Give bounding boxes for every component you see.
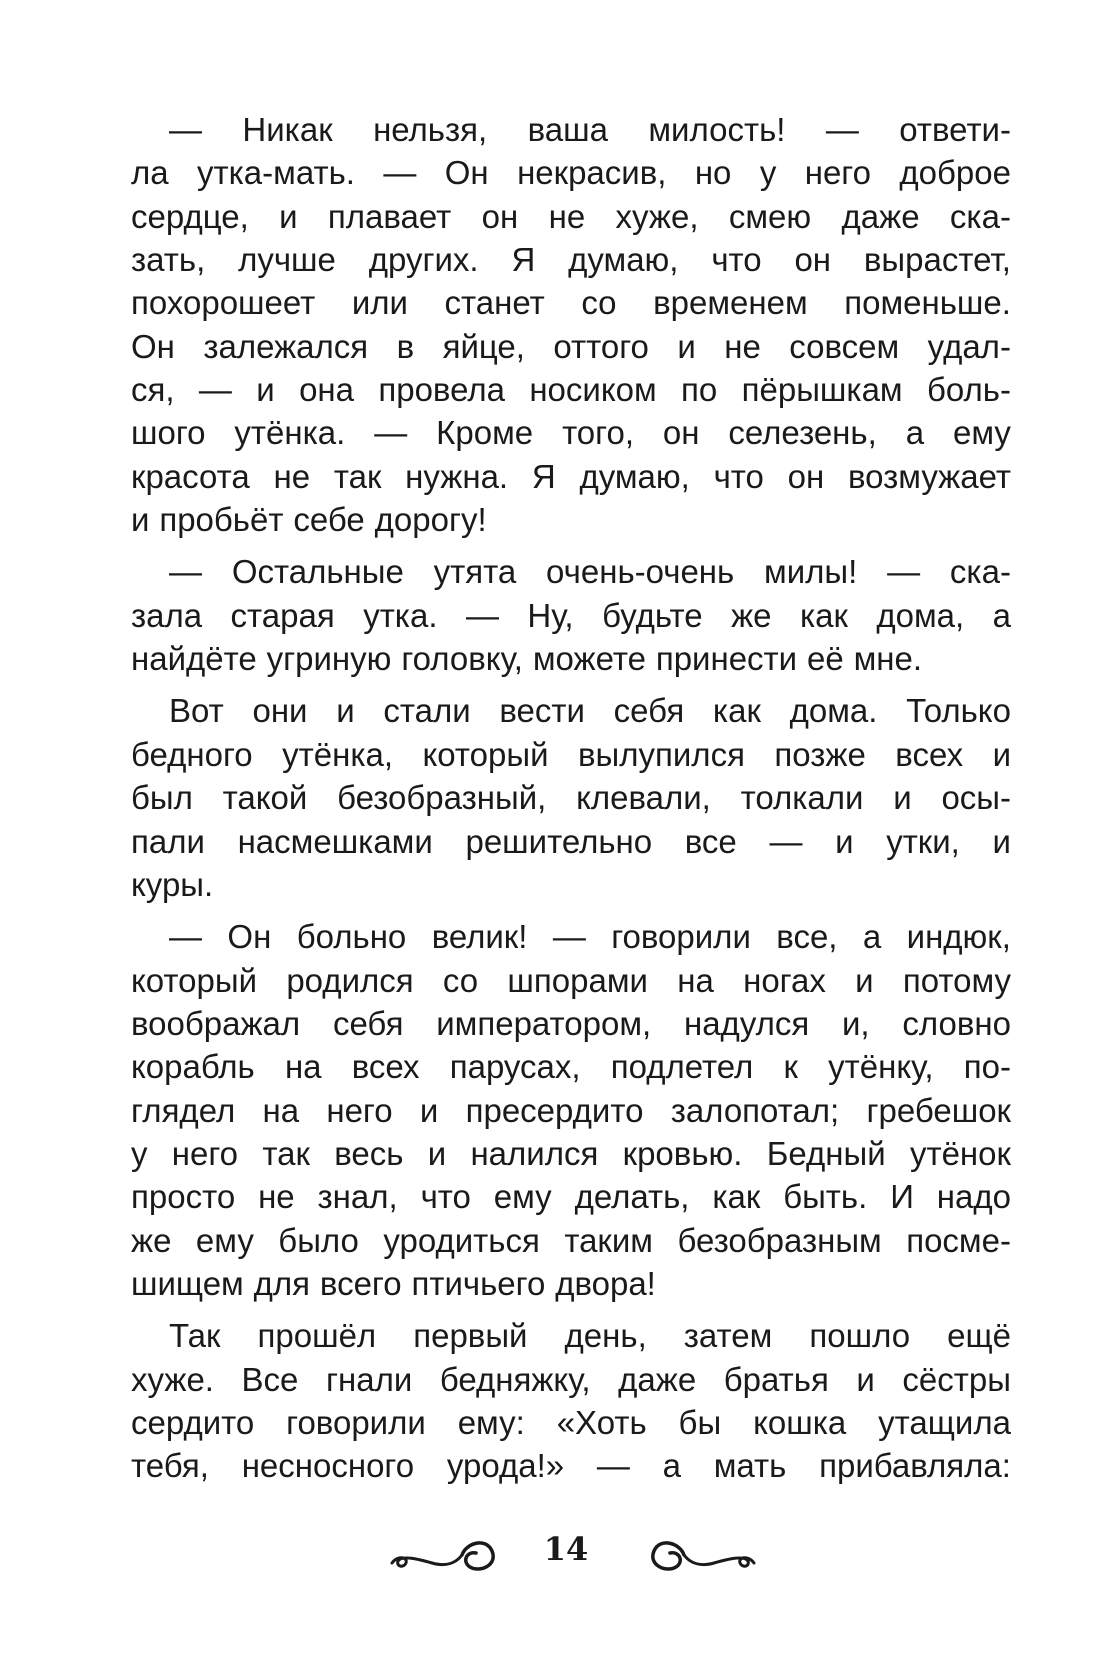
text-line: куры. (131, 865, 214, 903)
text-line: найдёте угриную головку, можете принести её мне. (131, 640, 923, 678)
text-line: и пробьёт себе дорогу! (131, 501, 487, 539)
text-line: хуже. Все гнали бедняжку, даже братья и сёстры (131, 1360, 1011, 1398)
text-line: бедного утёнка, который вылупился позже всех и (131, 735, 1011, 773)
text-line: — Остальные утята очень-очень милы! — ска- (169, 553, 1011, 591)
text-line: — Никак нельзя, ваша милость! — ответи- (169, 111, 1011, 148)
text-line: шищем для всего птичьего двора! (131, 1264, 656, 1302)
text-line: красота не так нужна. Я думаю, что он возмужает (131, 457, 1011, 495)
text-line: просто не знал, что ему делать, как быть. И надо (131, 1178, 1011, 1216)
text-line: сердито говорили ему: «Хоть бы кошка утащила (131, 1403, 1011, 1441)
text-line: ла утка-мать. — Он некрасив, но у него доброе (131, 154, 1011, 192)
text-line: у него так весь и налился кровью. Бедный утёнок (131, 1134, 1011, 1172)
text-line: шого утёнка. — Кроме того, он селезень, а ему (131, 414, 1011, 452)
text-line: ся, — и она провела носиком по пёрышкам боль- (131, 371, 1011, 409)
page-text (131, 108, 1011, 1488)
text-line: зать, лучше других. Я думаю, что он вырастет, (131, 241, 1011, 279)
text-line: корабль на всех парусах, подлетел к утёнку, по- (131, 1048, 1011, 1086)
text-line: был такой безобразный, клевали, толкали и осы- (131, 779, 1011, 817)
text-line: глядел на него и пресердито залопотал; гребешок (131, 1091, 1011, 1129)
text-line: сердце, и плавает он не хуже, смею даже ска- (131, 197, 1011, 235)
text-line: Он залежался в яйце, оттого и не совсем удал- (131, 327, 1011, 365)
text-line: воображал себя императором, надулся и, словно (131, 1004, 1011, 1042)
text-line: Так прошёл первый день, затем пошло ещё (169, 1317, 1011, 1355)
swirl-ornament-right-icon (648, 1525, 758, 1575)
paragraph (131, 1314, 1011, 1487)
page-number: 14 (543, 1530, 589, 1568)
text-line: — Он больно велик! — говорили все, а индюк, (169, 918, 1011, 956)
paragraph (131, 689, 1011, 906)
text-line: же ему было уродиться таким безобразным посме- (131, 1221, 1011, 1259)
page-footer (0, 1515, 1102, 1585)
text-line: пали насмешками решительно все — и утки, и (131, 822, 1011, 860)
text-line: зала старая утка. — Ну, будьте же как дома, а (131, 596, 1011, 634)
paragraph (131, 915, 1011, 1305)
paragraph (131, 550, 1011, 680)
text-line: похорошеет или станет со временем поменьше. (131, 284, 1011, 322)
text-line: который родился со шпорами на ногах и потому (131, 961, 1011, 999)
paragraph (131, 108, 1011, 541)
swirl-ornament-left-icon (388, 1525, 498, 1575)
text-line: Вот они и стали вести себя как дома. Только (169, 692, 1011, 730)
text-line: тебя, несносного урода!» — а мать прибавляла: (131, 1447, 1011, 1485)
